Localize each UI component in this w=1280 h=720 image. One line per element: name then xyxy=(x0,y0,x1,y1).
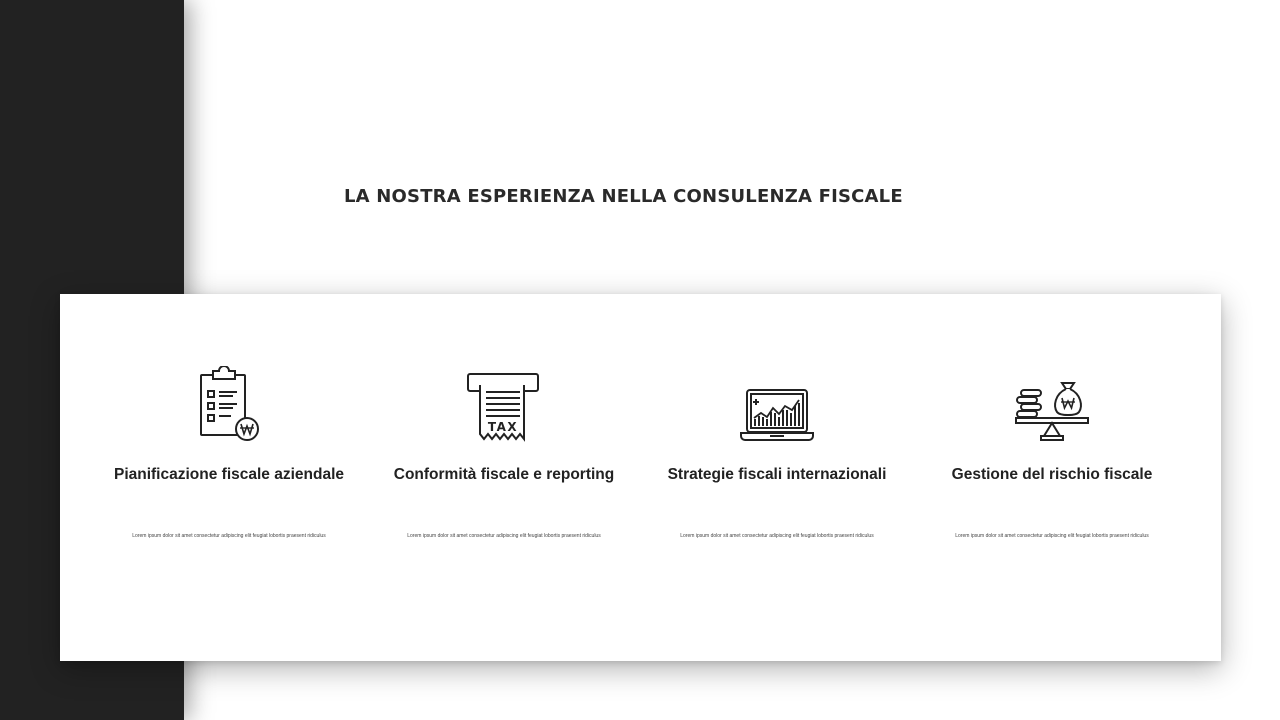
service-title: Strategie fiscali internazionali xyxy=(667,466,887,483)
service-title: Gestione del rischio fiscale xyxy=(951,466,1153,483)
service-card-international xyxy=(642,294,912,661)
page-title: LA NOSTRA ESPERIENZA NELLA CONSULENZA FISCALE xyxy=(344,186,903,207)
service-title: Pianificazione fiscale aziendale xyxy=(113,466,344,483)
services-panel xyxy=(60,294,1221,661)
service-title: Conformità fiscale e reporting xyxy=(393,466,615,483)
tax-label: TAX xyxy=(487,420,519,434)
service-card-risk xyxy=(917,294,1187,661)
service-description: Lorem ipsum dolor sit amet consectetur adipiscing elit feugiat lobortis praesent ridiculus xyxy=(407,533,601,539)
service-description: Lorem ipsum dolor sit amet consectetur adipiscing elit feugiat lobortis praesent ridiculus xyxy=(132,533,326,539)
service-description: Lorem ipsum dolor sit amet consectetur adipiscing elit feugiat lobortis praesent ridiculus xyxy=(680,533,874,539)
service-card-tax-planning xyxy=(94,294,364,661)
laptop-chart-icon xyxy=(737,362,817,442)
service-card-compliance xyxy=(369,294,639,661)
coins-balance-scale-icon xyxy=(1012,362,1092,442)
tax-receipt-icon xyxy=(464,362,544,442)
service-description: Lorem ipsum dolor sit amet consectetur adipiscing elit feugiat lobortis praesent ridiculus xyxy=(955,533,1149,539)
clipboard-checklist-won-icon xyxy=(189,362,269,442)
